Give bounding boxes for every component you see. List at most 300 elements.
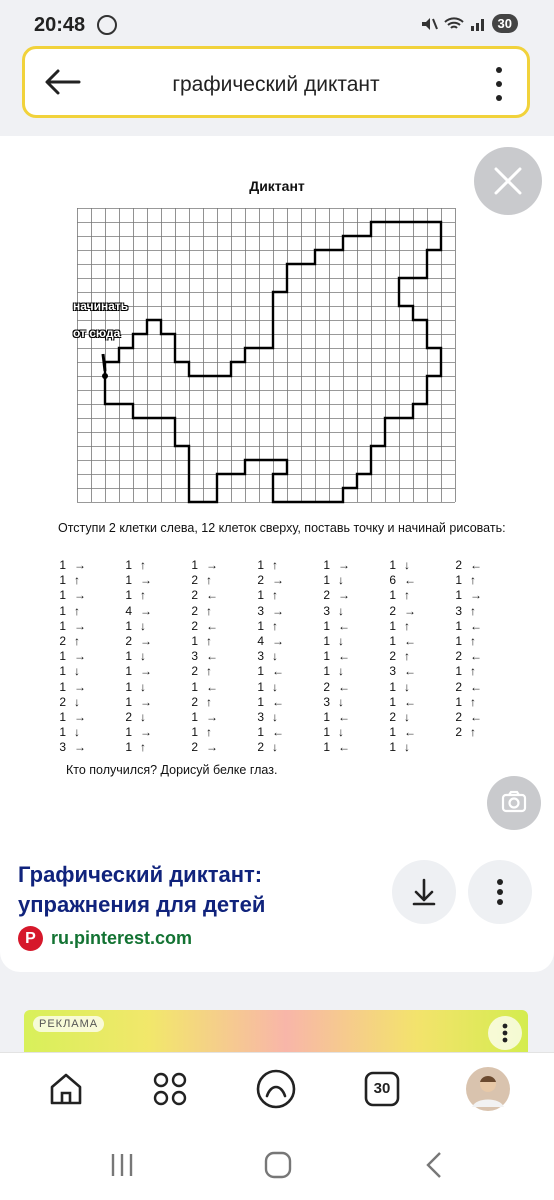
dictation-step [448, 588, 512, 603]
step-count: 1 [191, 633, 198, 648]
step-count: 1 [125, 649, 132, 664]
step-direction: → [338, 588, 350, 603]
source-domain[interactable]: ru.pinterest.com [51, 928, 193, 948]
step-direction: → [74, 740, 86, 755]
close-button[interactable] [474, 147, 542, 215]
dictation-step [448, 558, 512, 573]
dictation-step [52, 573, 116, 588]
dictation-step [184, 558, 248, 573]
status-bar [0, 0, 554, 48]
step-direction: → [74, 558, 86, 572]
battery-indicator: 30 [492, 14, 518, 33]
step-direction: ↓ [338, 633, 344, 648]
step-direction: ↑ [206, 725, 212, 740]
start-pointer [103, 354, 105, 371]
dictation-step [250, 710, 314, 725]
step-count: 2 [389, 603, 396, 618]
step-count: 1 [125, 558, 132, 572]
step-count: 3 [257, 603, 264, 618]
status-icons [420, 14, 518, 33]
lens-search-button[interactable] [487, 776, 541, 830]
dictation-step [382, 619, 446, 634]
download-icon [392, 860, 456, 924]
dictation-column [316, 558, 380, 755]
dictation-step [448, 664, 512, 679]
step-count: 2 [389, 649, 396, 664]
step-direction: ↑ [404, 618, 410, 633]
dictation-step [250, 573, 314, 588]
dictation-step [316, 604, 380, 619]
step-direction: ↑ [206, 573, 212, 588]
dictation-step [316, 740, 380, 755]
dictation-step [250, 634, 314, 649]
dictation-step [382, 695, 446, 710]
step-direction: ↑ [140, 740, 146, 755]
step-direction: ← [272, 725, 284, 740]
step-count: 1 [59, 588, 66, 603]
step-count: 3 [323, 694, 330, 709]
start-dot [102, 373, 108, 379]
worksheet-question: Кто получился? Дорисуй белке глаз. [66, 763, 278, 777]
step-direction: ↑ [74, 573, 80, 588]
dictation-step [382, 604, 446, 619]
step-count: 3 [257, 709, 264, 724]
result-title[interactable]: Графический диктант: упражнения для детей [18, 862, 266, 917]
dictation-step [316, 558, 380, 573]
step-count: 1 [323, 649, 330, 664]
step-direction: ↑ [470, 694, 476, 709]
dictation-column [250, 558, 314, 755]
step-count: 1 [455, 633, 462, 648]
dictation-step [52, 680, 116, 695]
nav-alice[interactable] [254, 1067, 298, 1111]
step-direction: → [74, 709, 86, 724]
step-count: 2 [191, 740, 198, 755]
dictation-step [118, 649, 182, 664]
dictation-step [316, 619, 380, 634]
step-count: 1 [257, 558, 264, 572]
dictation-step [52, 588, 116, 603]
ad-banner[interactable] [24, 1010, 528, 1054]
step-count: 1 [257, 694, 264, 709]
squirrel-outline [105, 222, 441, 502]
step-count: 3 [389, 664, 396, 679]
bottom-navigation [0, 1052, 554, 1137]
dictation-step [382, 558, 446, 573]
step-count: 3 [59, 740, 66, 755]
dictation-step [184, 710, 248, 725]
step-count: 1 [191, 709, 198, 724]
step-direction: ↓ [404, 709, 410, 724]
nav-services[interactable] [148, 1067, 192, 1111]
step-count: 1 [59, 664, 66, 679]
step-count: 1 [323, 633, 330, 648]
dictation-step [250, 558, 314, 573]
search-menu-icon[interactable] [495, 67, 503, 101]
dictation-step [250, 725, 314, 740]
dictation-column [382, 558, 446, 755]
ad-badge: РЕКЛАМА [33, 1016, 104, 1032]
step-count: 2 [389, 709, 396, 724]
step-direction: ← [404, 725, 416, 740]
step-direction: ↓ [338, 725, 344, 740]
dictation-step [118, 558, 182, 573]
step-direction: ← [338, 618, 350, 633]
step-direction: ↓ [272, 740, 278, 755]
dictation-step [250, 604, 314, 619]
step-direction: ↑ [206, 694, 212, 709]
dictation-step [118, 573, 182, 588]
dictation-step [382, 634, 446, 649]
step-direction: ↓ [272, 679, 278, 694]
step-count: 1 [389, 694, 396, 709]
step-direction: ↓ [140, 618, 146, 633]
step-count: 1 [257, 618, 264, 633]
step-count: 2 [257, 573, 264, 588]
nav-home[interactable] [44, 1067, 88, 1111]
dictation-step [250, 664, 314, 679]
dictation-step [52, 710, 116, 725]
dictation-column [52, 558, 116, 755]
step-count: 2 [191, 588, 198, 603]
step-direction: ↑ [74, 603, 80, 618]
step-count: 1 [389, 679, 396, 694]
dictation-step [118, 664, 182, 679]
nav-profile[interactable] [466, 1067, 510, 1111]
step-count: 1 [125, 740, 132, 755]
dictation-step [184, 573, 248, 588]
dictation-step [118, 695, 182, 710]
step-direction: ↓ [140, 709, 146, 724]
step-count: 1 [125, 573, 132, 588]
step-direction: ← [206, 618, 218, 633]
step-count: 2 [455, 679, 462, 694]
step-direction: ↑ [206, 603, 212, 618]
more-vertical-icon [488, 1016, 522, 1050]
worksheet-title: Диктант [249, 178, 305, 194]
step-direction: ↑ [206, 633, 212, 648]
step-direction: ← [404, 633, 416, 648]
step-count: 1 [125, 618, 132, 633]
step-direction: ← [470, 618, 482, 633]
dictation-step [250, 588, 314, 603]
step-count: 4 [257, 633, 264, 648]
dictation-column [184, 558, 248, 755]
step-count: 6 [389, 573, 396, 588]
step-count: 2 [455, 709, 462, 724]
step-direction: ← [338, 649, 350, 664]
step-count: 1 [389, 633, 396, 648]
search-query[interactable]: графический диктант [172, 73, 380, 96]
step-count: 2 [323, 588, 330, 603]
step-count: 1 [323, 573, 330, 588]
step-direction: ↑ [272, 618, 278, 633]
step-count: 1 [389, 740, 396, 755]
step-count: 1 [389, 725, 396, 740]
dictation-column [118, 558, 182, 755]
dictation-step [316, 695, 380, 710]
step-direction: ← [470, 558, 482, 572]
step-direction: ↓ [404, 558, 410, 572]
step-count: 1 [257, 725, 264, 740]
dictation-step [382, 725, 446, 740]
step-direction: ↑ [272, 588, 278, 603]
step-count: 1 [59, 558, 66, 572]
step-count: 2 [191, 603, 198, 618]
dictation-step [448, 573, 512, 588]
step-count: 2 [191, 694, 198, 709]
step-count: 1 [191, 725, 198, 740]
ad-menu-button[interactable] [488, 1016, 522, 1050]
step-count: 3 [191, 649, 198, 664]
signal-icon [470, 16, 486, 32]
result-source[interactable] [18, 926, 192, 951]
step-direction: → [404, 603, 416, 618]
dictation-step [316, 573, 380, 588]
step-direction: ↓ [338, 603, 344, 618]
dictation-step [118, 634, 182, 649]
step-count: 1 [323, 709, 330, 724]
step-direction: ← [404, 664, 416, 679]
dictation-step [250, 695, 314, 710]
step-count: 1 [59, 573, 66, 588]
result-menu-button[interactable] [468, 860, 532, 924]
step-direction: ↓ [140, 679, 146, 694]
dictation-step [382, 680, 446, 695]
step-count: 2 [191, 664, 198, 679]
step-count: 1 [125, 664, 132, 679]
dictation-step [448, 634, 512, 649]
avatar [466, 1067, 510, 1111]
grid-services-icon [148, 1067, 192, 1111]
step-direction: → [140, 573, 152, 588]
step-direction: ← [206, 649, 218, 664]
worksheet-grid [77, 208, 467, 508]
dictation-step [382, 573, 446, 588]
step-direction: → [74, 588, 86, 603]
step-count: 2 [455, 558, 462, 572]
tabs-count: 30 [373, 1080, 391, 1097]
step-count: 1 [191, 679, 198, 694]
dictation-step [184, 725, 248, 740]
step-count: 1 [455, 618, 462, 633]
step-count: 3 [455, 603, 462, 618]
step-direction: → [272, 603, 284, 618]
step-count: 2 [455, 649, 462, 664]
dictation-step [52, 695, 116, 710]
step-count: 1 [455, 573, 462, 588]
step-direction: ← [470, 709, 482, 724]
start-label-line1: начинать [73, 299, 129, 313]
close-icon [474, 147, 542, 215]
dictation-step [316, 710, 380, 725]
step-count: 1 [59, 709, 66, 724]
step-direction: ↓ [74, 725, 80, 740]
step-count: 1 [323, 740, 330, 755]
step-direction: ↓ [338, 664, 344, 679]
step-count: 1 [125, 679, 132, 694]
recent-apps-icon[interactable] [108, 1150, 136, 1180]
step-direction: ↓ [74, 664, 80, 679]
step-count: 2 [455, 725, 462, 740]
step-direction: → [140, 603, 152, 618]
step-direction: ← [272, 664, 284, 679]
step-direction: ← [206, 679, 218, 694]
pinterest-icon: P [18, 926, 43, 951]
step-direction: ↑ [140, 588, 146, 603]
step-count: 2 [323, 679, 330, 694]
step-direction: ← [338, 679, 350, 694]
step-direction: ← [206, 588, 218, 603]
step-direction: ← [470, 679, 482, 694]
download-button[interactable] [392, 860, 456, 924]
step-count: 4 [125, 603, 132, 618]
dictation-step [448, 725, 512, 740]
camera-search-icon [487, 776, 541, 830]
step-direction: → [272, 573, 284, 588]
dictation-step [448, 604, 512, 619]
step-direction: → [74, 679, 86, 694]
step-count: 1 [389, 558, 396, 572]
step-direction: → [140, 725, 152, 740]
dictation-step [250, 680, 314, 695]
step-count: 1 [389, 618, 396, 633]
step-count: 1 [455, 694, 462, 709]
step-direction: ↑ [470, 603, 476, 618]
step-count: 2 [191, 618, 198, 633]
step-direction: ↑ [470, 664, 476, 679]
nav-tabs[interactable] [360, 1067, 404, 1111]
dictation-step [118, 619, 182, 634]
step-count: 1 [59, 649, 66, 664]
whatsapp-icon [97, 15, 117, 35]
step-direction: ↓ [404, 679, 410, 694]
back-system-icon[interactable] [420, 1150, 448, 1180]
step-count: 2 [125, 633, 132, 648]
step-direction: ↓ [404, 740, 410, 755]
home-system-icon[interactable] [263, 1150, 293, 1180]
step-direction: ← [338, 709, 350, 724]
step-direction: → [140, 664, 152, 679]
step-direction: → [206, 740, 218, 755]
step-direction: → [206, 709, 218, 724]
step-direction: → [206, 558, 218, 572]
dictation-column [448, 558, 512, 740]
step-count: 1 [455, 588, 462, 603]
step-direction: → [140, 633, 152, 648]
alice-assistant-icon [254, 1067, 298, 1111]
dictation-step [118, 604, 182, 619]
step-count: 2 [191, 573, 198, 588]
step-count: 2 [59, 694, 66, 709]
dictation-step [382, 740, 446, 755]
dictation-step [118, 710, 182, 725]
step-direction: ↑ [140, 558, 146, 572]
dictation-step [448, 710, 512, 725]
step-direction: ↓ [140, 649, 146, 664]
step-direction: ← [338, 740, 350, 755]
step-direction: → [74, 618, 86, 633]
wifi-icon [444, 16, 464, 32]
step-direction: ← [272, 694, 284, 709]
step-direction: ↓ [74, 694, 80, 709]
step-count: 2 [125, 709, 132, 724]
step-direction: ↓ [272, 649, 278, 664]
step-direction: ↑ [404, 588, 410, 603]
dictation-step [52, 619, 116, 634]
dictation-step [52, 604, 116, 619]
clock: 20:48 [34, 14, 86, 36]
step-direction: → [74, 649, 86, 664]
dictation-step [316, 634, 380, 649]
dictation-step [52, 725, 116, 740]
step-count: 1 [323, 664, 330, 679]
step-count: 3 [323, 603, 330, 618]
dictation-step [382, 664, 446, 679]
step-direction: ↑ [470, 633, 476, 648]
step-count: 1 [59, 618, 66, 633]
dictation-step [52, 649, 116, 664]
dictation-step [118, 588, 182, 603]
dictation-step [184, 740, 248, 755]
step-direction: ↑ [404, 649, 410, 664]
step-count: 1 [191, 558, 198, 572]
step-count: 1 [125, 694, 132, 709]
search-bar[interactable] [22, 46, 530, 118]
dictation-step [448, 649, 512, 664]
dictation-step [382, 649, 446, 664]
step-count: 1 [323, 725, 330, 740]
step-direction: ← [404, 573, 416, 588]
dictation-step [382, 710, 446, 725]
step-direction: ← [470, 649, 482, 664]
dictation-step [316, 680, 380, 695]
step-direction: ↑ [470, 725, 476, 740]
dictation-step [118, 725, 182, 740]
step-count: 1 [125, 588, 132, 603]
dictation-step [184, 680, 248, 695]
more-vertical-icon [468, 860, 532, 924]
dictation-step [316, 725, 380, 740]
step-direction: ↓ [338, 694, 344, 709]
dictation-step [184, 664, 248, 679]
dictation-step [250, 740, 314, 755]
dictation-step [52, 740, 116, 755]
dictation-step [184, 588, 248, 603]
dictation-step [316, 588, 380, 603]
step-direction: ↑ [470, 573, 476, 588]
step-count: 1 [125, 725, 132, 740]
start-label-line2: от сюда [73, 326, 121, 340]
step-count: 1 [257, 664, 264, 679]
dictation-step [184, 619, 248, 634]
dictation-step [316, 649, 380, 664]
step-direction: ↑ [206, 664, 212, 679]
dictation-step [184, 604, 248, 619]
step-count: 1 [257, 679, 264, 694]
step-direction: ← [404, 694, 416, 709]
step-direction: → [470, 588, 482, 603]
step-direction: → [272, 633, 284, 648]
step-direction: ↓ [338, 573, 344, 588]
dictation-step [382, 588, 446, 603]
dictation-step [250, 649, 314, 664]
step-direction: → [140, 694, 152, 709]
dictation-step [52, 558, 116, 573]
system-navigation [0, 1136, 554, 1200]
worksheet-instruction: Отступи 2 клетки слева, 12 клеток сверху, поставь точку и начинай рисовать: [58, 521, 506, 535]
step-count: 1 [389, 588, 396, 603]
